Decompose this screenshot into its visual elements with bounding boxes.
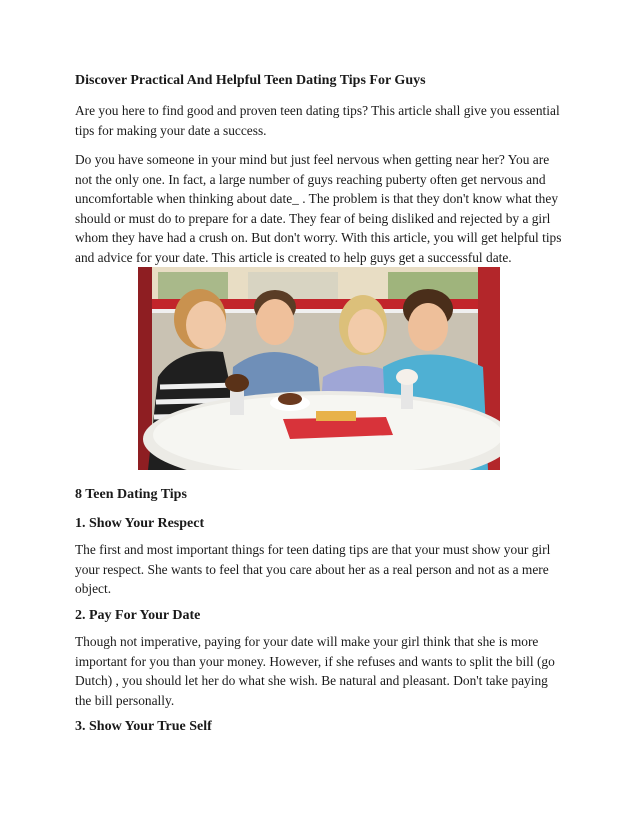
tip-heading: 2. Pay For Your Date: [75, 608, 201, 623]
second-paragraph: Do you have someone in your mind but just feel nervous when getting near her? You are not the only one. In fact, a large number of guys reaching puberty often get nervous and uncomfortable when thinking about date_ . The problem is that they don't know what they should or must do to prepare for a date. They fear of being disliked and rejected by a girl whom they have had a crush on. But don't worry. With this article, you will get helpful tips and advice for your date. This article is created to help guys get a successful date.: [75, 152, 562, 265]
tip-heading: 1. Show Your Respect: [75, 516, 205, 531]
section-heading: 8 Teen Dating Tips: [75, 487, 187, 502]
tip-body: The first and most important things for teen dating tips are that your must show your girl your respect. She wants to feel that you care about her as a real person and not as a mere object.: [75, 542, 551, 596]
tip-heading: 3. Show Your True Self: [75, 719, 212, 734]
teens-dating-photo: [138, 267, 500, 470]
intro-paragraph: Are you here to find good and proven teen dating tips? This article shall give you essential tips for making your date a success.: [75, 103, 560, 138]
document-title: Discover Practical And Helpful Teen Dating Tips For Guys: [75, 73, 426, 88]
tip-body: Though not imperative, paying for your date will make your girl think that she is more important for you than your money. However, if she refuses and wants to split the bill (go Dutch) , you should let her do what she wish. Be natural and pleasant. Don't take paying the bill personally.: [75, 634, 555, 708]
